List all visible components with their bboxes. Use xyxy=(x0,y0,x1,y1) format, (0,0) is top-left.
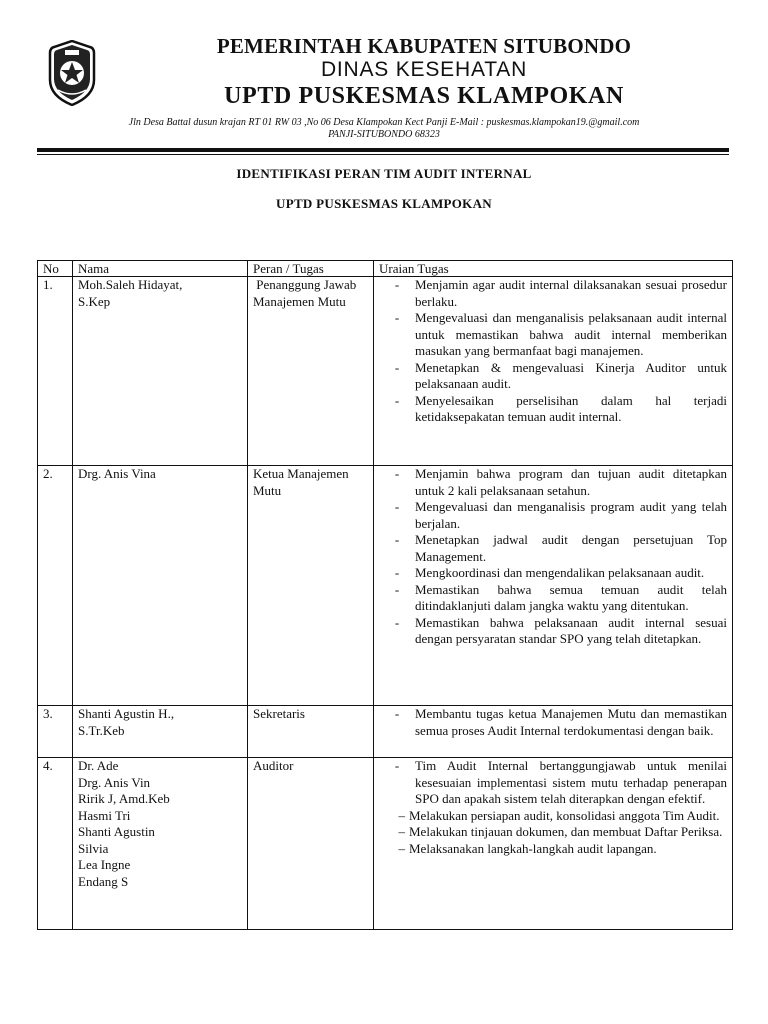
duty-item xyxy=(379,277,727,310)
bullet-dash: – xyxy=(398,824,405,839)
member-name: Ririk J, Amd.Keb xyxy=(78,791,170,806)
member-role xyxy=(248,466,374,706)
duty-text: Tim Audit Internal bertanggungjawab untuk menilai kesesuaian implementasi sistem mutu terhadap penerapan SPO dan apakah sistem telah diterapkan dengan efektif. xyxy=(415,758,727,806)
duty-item xyxy=(379,706,727,739)
member-name: S.Kep xyxy=(78,293,111,309)
letterhead-rule-thick xyxy=(37,148,729,152)
bullet-dash: - xyxy=(394,758,400,773)
duty-text: Memastikan bahwa semua temuan audit telah ditindaklanjuti dalam jangka waktu yang ditentukan. xyxy=(415,581,727,613)
duty-item xyxy=(379,360,727,393)
member-name: Hasmi Tri xyxy=(78,807,131,823)
table-row xyxy=(38,758,733,930)
duty-item xyxy=(379,393,727,426)
duty-item xyxy=(379,758,727,808)
duty-item xyxy=(379,565,727,582)
member-name: Moh.Saleh Hidayat, xyxy=(78,277,183,292)
duty-item xyxy=(379,499,727,532)
duty-text: Membantu tugas ketua Manajemen Mutu dan memastikan semua proses Audit Internal terdokumentasi dengan baik. xyxy=(415,706,727,738)
document-subtitle: UPTD PUSKESMAS KLAMPOKAN xyxy=(276,196,492,211)
member-role xyxy=(248,758,374,930)
row-number: 4. xyxy=(38,758,73,930)
bullet-dash: - xyxy=(394,310,400,325)
member-name: S.Tr.Keb xyxy=(78,722,125,738)
header-no: No xyxy=(38,261,73,277)
letterhead-address: Jln Desa Battal dusun krajan RT 01 RW 03 ,No 06 Desa Klampokan Kect Panji E-Mail : puskesmas.klampokan19.@gmail.com xyxy=(128,117,640,128)
table-row xyxy=(38,466,733,706)
duty-list xyxy=(374,466,733,706)
role-text: Auditor xyxy=(253,758,294,773)
table-header-row xyxy=(38,261,733,277)
duty-text: Menyelesaikan perselisihan dalam hal terjadi ketidaksepakatan temuan audit internal. xyxy=(415,392,727,424)
duty-text: Menetapkan jadwal audit dengan persetujuan Top Management. xyxy=(415,532,727,564)
duty-item xyxy=(379,532,727,565)
member-name: Drg. Anis Vin xyxy=(78,774,151,790)
member-name: Shanti Agustin xyxy=(78,824,155,839)
bullet-dash: - xyxy=(394,277,400,292)
bullet-dash: - xyxy=(394,466,400,481)
letterhead-city-postcode: PANJI-SITUBONDO 68323 xyxy=(328,129,440,140)
member-name: Dr. Ade xyxy=(78,758,119,773)
member-names xyxy=(73,466,248,706)
duty-text: Mengevaluasi dan menganalisis pelaksanaan audit internal untuk memastikan bahwa audit internal memberikan masukan yang bermanfaat bagi manajemen. xyxy=(415,310,727,358)
duty-text: Menjamin agar audit internal dilaksanakan sesuai prosedur berlaku. xyxy=(415,277,727,309)
table-row xyxy=(38,706,733,758)
member-names xyxy=(73,706,248,758)
duty-item xyxy=(379,582,727,615)
bullet-dash: - xyxy=(394,706,400,721)
role-text: Penanggung Jawab Manajemen Mutu xyxy=(253,277,360,309)
member-names xyxy=(73,277,248,466)
role-text: Ketua Manajemen Mutu xyxy=(253,466,349,498)
bullet-dash: - xyxy=(394,392,400,408)
role-text: Sekretaris xyxy=(253,706,305,721)
duty-text: Memastikan bahwa pelaksanaan audit internal sesuai dengan persyaratan standar SPO yang telah ditetapkan. xyxy=(415,614,727,646)
bullet-dash: - xyxy=(394,614,400,630)
duty-item xyxy=(379,466,727,499)
duty-text: Mengevaluasi dan menganalisis program audit yang telah berjalan. xyxy=(415,499,727,531)
duty-item xyxy=(379,808,727,825)
letterhead-institution-line: UPTD PUSKESMAS KLAMPOKAN xyxy=(224,83,624,109)
member-name: Silvia xyxy=(78,840,109,856)
member-role xyxy=(248,277,374,466)
bullet-dash: - xyxy=(394,359,400,375)
duty-text: Melaksanakan langkah-langkah audit lapangan. xyxy=(409,840,657,856)
duty-text: Menjamin bahwa program dan tujuan audit ditetapkan untuk 2 kali pelaksanaan setahun. xyxy=(415,466,727,498)
duty-list xyxy=(374,277,733,466)
bullet-dash: - xyxy=(394,499,400,514)
bullet-dash: - xyxy=(394,581,400,597)
member-name: Shanti Agustin H., xyxy=(78,706,175,721)
duty-item xyxy=(379,841,727,858)
duty-item xyxy=(379,310,727,360)
duty-text: Melakukan persiapan audit, konsolidasi anggota Tim Audit. xyxy=(409,807,720,823)
header-nama: Nama xyxy=(73,261,248,277)
row-number: 1. xyxy=(38,277,73,466)
member-role xyxy=(248,706,374,758)
document-title: IDENTIFIKASI PERAN TIM AUDIT INTERNAL xyxy=(236,166,532,181)
row-number: 3. xyxy=(38,706,73,758)
header-peran: Peran / Tugas xyxy=(248,261,374,277)
bullet-dash: - xyxy=(394,532,400,547)
bullet-dash: – xyxy=(398,840,405,856)
audit-team-table xyxy=(37,260,733,930)
row-number: 2. xyxy=(38,466,73,706)
duty-text: Menetapkan & mengevaluasi Kinerja Auditor untuk pelaksanaan audit. xyxy=(415,359,727,391)
situbondo-regency-emblem xyxy=(48,40,96,106)
letterhead-rule-thin xyxy=(37,154,729,155)
duty-item xyxy=(379,824,727,841)
member-name: Drg. Anis Vina xyxy=(78,466,156,481)
bullet-dash: - xyxy=(394,565,400,580)
member-name: Endang S xyxy=(78,873,129,889)
duty-text: Mengkoordinasi dan mengendalikan pelaksanaan audit. xyxy=(415,565,705,580)
member-names xyxy=(73,758,248,930)
header-uraian: Uraian Tugas xyxy=(374,261,733,277)
member-name: Lea Ingne xyxy=(78,857,131,872)
letterhead-government-line: PEMERINTAH KABUPATEN SITUBONDO xyxy=(216,34,632,58)
bullet-dash: – xyxy=(398,807,405,823)
duty-text: Melakukan tinjauan dokumen, dan membuat Daftar Periksa. xyxy=(409,824,723,839)
table-row xyxy=(38,277,733,466)
letterhead-agency-line: DINAS KESEHATAN xyxy=(320,58,528,81)
duty-list xyxy=(374,758,733,930)
duty-list xyxy=(374,706,733,758)
duty-item xyxy=(379,615,727,648)
